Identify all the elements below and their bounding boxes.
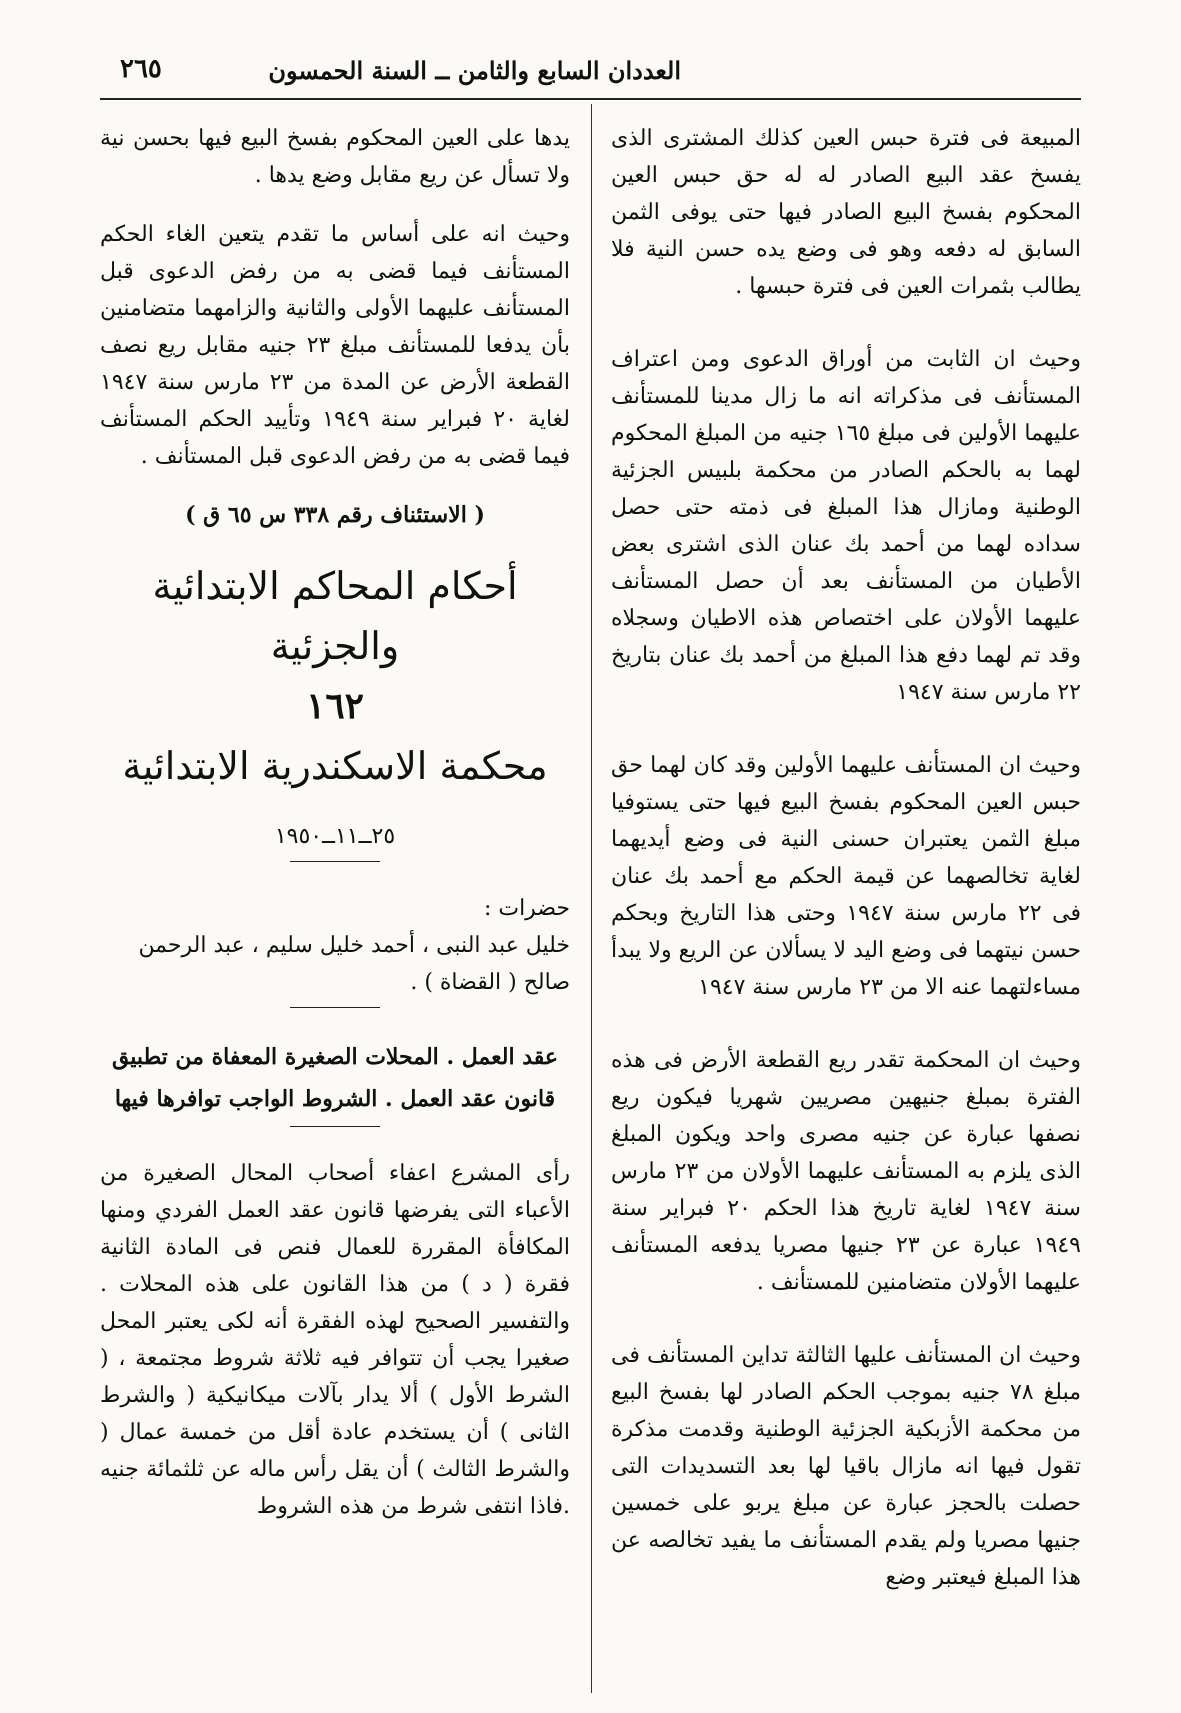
paragraph: وحيث ان الثابت من أوراق الدعوى ومن اعتراف المستأنف فى مذكراته انه ما زال مدينا للمستأنف عليهما الأولين فى مبلغ ١٦٥ جنيه من المبلغ المحكوم لهما به بالحكم الصادر من محكمة بلبيس الجزئية الوطنية ومازال هذا المبلغ فى ذمته حتى حصل سداده لهما من أحمد بك عنان الذى اشترى بعض الأطيان من المستأنف بعد أن حصل المستأنف عليهما الأولان على اختصاص هذه الاطيان وسجلاه وقد تم لهما دفع هذا المبلغ من أحمد بك عنان بتاريخ ٢٢ مارس سنة ١٩٤٧ — [611, 347, 1081, 705]
attendees-names-cont: صالح ( القضاة ) . — [410, 970, 570, 995]
page-header — [100, 48, 1081, 100]
paragraph: وحيث ان المستأنف عليها الثالثة تداين المستأنف فى مبلغ ٧٨ جنيه بموجب الحكم الصادر لها بفسخ البيع من محكمة الأزبكية الجزئية الوطنية وقدمت مذكرة تقول فيها انه مازال باقيا لها بعد التسديدات التى حصلت بالحجز عبارة عن مبلغ يربو على خمسين جنيها مصريا ولم يقدم المستأنف ما يفيد تخالصه عن هذا المبلغ فيعتبر وضع — [611, 1343, 1081, 1590]
paragraph: المبيعة فى فترة حبس العين كذلك المشترى الذى يفسخ عقد البيع الصادر له له حق حبس العين المحكوم بفسخ البيع الصادر فيها حتى يوفى الثمن السابق له دفعه وهو فى وضع يده حسن النية فلا يطالب بثمرات العين فى فترة حبسها . — [611, 126, 1081, 299]
topic-heading: عقد العمل . المحلات الصغيرة المعفاة من تطبيق — [111, 1044, 559, 1070]
case-number: ١٦٢ — [305, 685, 364, 727]
right-column — [611, 120, 1081, 1596]
paragraph: يدها على العين المحكوم بفسخ البيع فيها بحسن نية ولا تسأل عن ريع مقابل وضع يدها . — [100, 126, 570, 188]
court-name: محكمة الاسكندرية الابتدائية — [122, 744, 548, 788]
attendees-label: حضرات : — [483, 896, 570, 921]
section-title: أحكام المحاكم الابتدائية والجزئية — [152, 564, 518, 668]
separator-line — [290, 861, 380, 862]
topic-heading-cont: قانون عقد العمل . الشروط الواجب توافرها فيها — [114, 1086, 556, 1112]
case-date: ٢٥ــ١١ــ١٩٥٠ — [274, 824, 396, 849]
separator-line — [290, 1007, 380, 1008]
paragraph: رأى المشرع اعفاء أصحاب المحال الصغيرة من الأعباء التى يفرضها قانون عقد العمل الفردي ومنها المكافأة المقررة للعمال فنص فى المادة الثانية فقرة ( د ) من هذا القانون على هذه المحلات . والتفسير الصحيح لهذه الفقرة أنه لكى يعتبر المحل صغيرا يجب أن تتوافر فيه ثلاثة شروط مجتمعة ، ( الشرط الأول ) ألا يدار بآلات ميكانيكية ( والشرط الثانى ) أن يستخدم عادة أقل من خمسة عمال ( والشرط الثالث ) أن يقل رأس ماله عن ثلثمائة جنيه .فاذا انتفى شرط من هذه الشروط — [100, 1161, 570, 1519]
separator-line — [290, 1126, 380, 1127]
paragraph: وحيث ان المستأنف عليهما الأولين وقد كان لهما حق حبس العين المحكوم بفسخ البيع فيها حتى يستوفيا مبلغ الثمن يعتبران حسنى النية فى وضع أيديهما لغاية تخالصهما عن قيمة الحكم مع أحمد بك عنان فى ٢٢ مارس سنة ١٩٤٧ وحتى هذا التاريخ وبحكم حسن نيتهما فى وضع اليد لا يسألان عن الريع ولا يبدأ مساءلتهما عنه الا من ٢٣ مارس سنة ١٩٤٧ — [611, 753, 1081, 1000]
left-column — [100, 120, 570, 1525]
column-divider — [591, 104, 592, 1693]
attendees-names: خليل عبد النبى ، أحمد خليل سليم ، عبد الرحمن — [138, 933, 570, 958]
journal-issue-title: العددان السابع والثامن ــ السنة الحمسون — [268, 56, 681, 85]
paragraph: وحيث ان المحكمة تقدر ريع القطعة الأرض فى هذه الفترة بمبلغ جنيهين مصريين شهريا فيكون ريع نصفها عبارة عن جنيه مصرى واحد ويكون المبلغ الذى يلزم به المستأنف عليهما الأولان من ٢٣ مارس سنة ١٩٤٧ لغاية تاريخ هذا الحكم ٢٠ فبراير سنة ١٩٤٩ عبارة عن ٢٣ جنيها مصريا يدفعه المستأنف عليهما الأولان متضامنين للمستأنف . — [611, 1048, 1081, 1295]
paragraph: وحيث انه على أساس ما تقدم يتعين الغاء الحكم المستأنف فيما قضى به من رفض الدعوى قبل المستأنف عليهما الأولى والثانية والزامهما متضامنين بأن يدفعا للمستأنف مبلغ ٢٣ جنيه مقابل ريع نصف القطعة الأرض عن المدة من ٢٣ مارس سنة ١٩٤٧ لغاية ٢٠ فبراير سنة ١٩٤٩ وتأييد الحكم المستأنف فيما قضى به من رفض الدعوى قبل المستأنف . — [100, 222, 570, 469]
appeal-reference: ( الاستئناف رقم ٣٣٨ س ٦٥ ق ) — [185, 502, 485, 528]
page-number: ٢٦٥ — [120, 54, 162, 84]
